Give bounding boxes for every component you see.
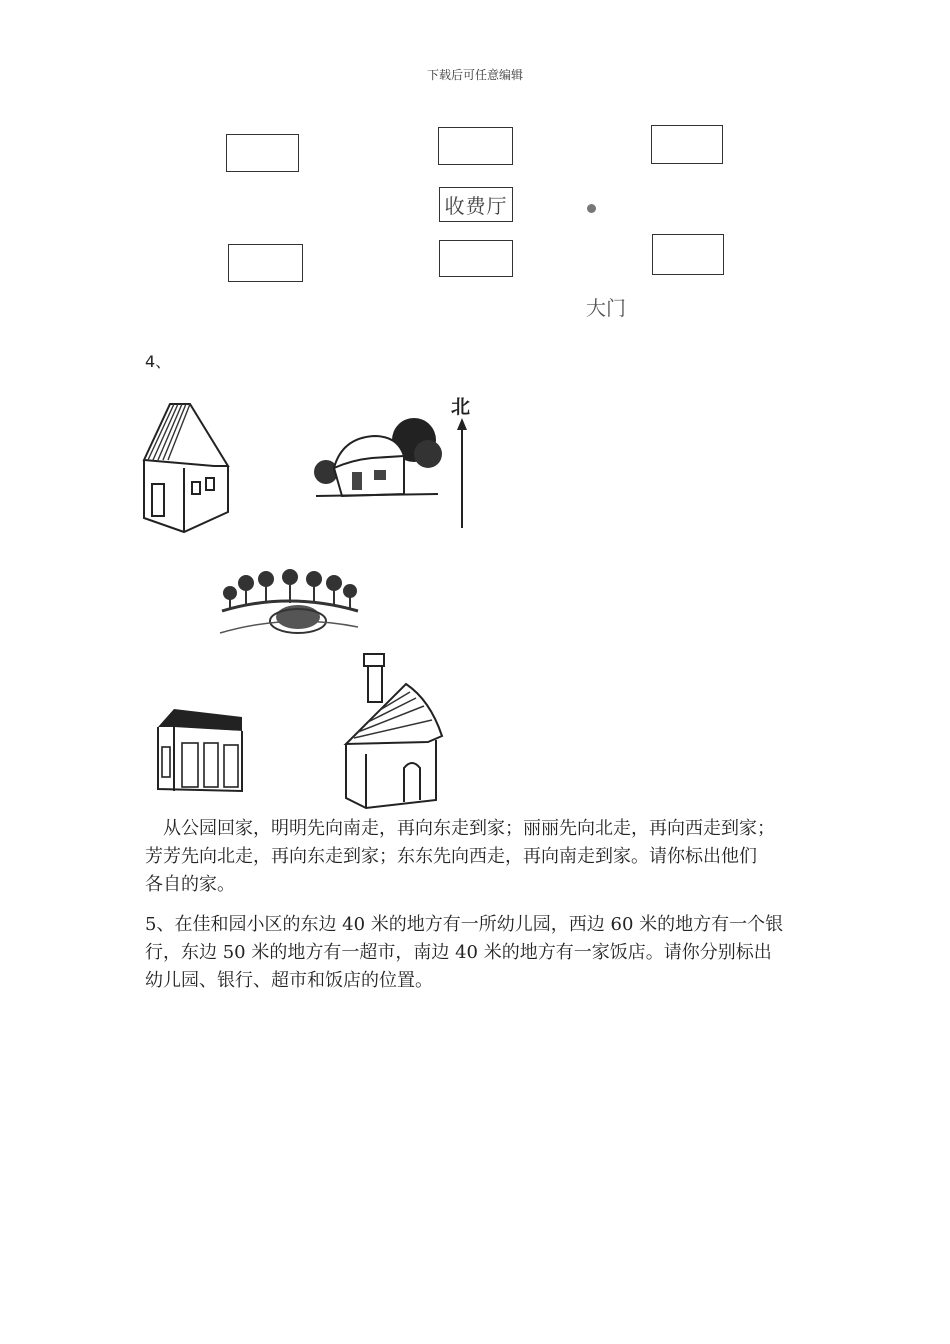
map-box-bottom-left [228,244,303,282]
building-icon [152,705,246,793]
dot-marker [587,204,596,213]
gate-label: 大门 [586,296,626,320]
question-4-paragraph [145,815,775,899]
house-icon [140,398,232,534]
map-box-bottom-center [439,240,513,277]
north-arrow-icon [454,418,470,530]
north-label: 北 [451,396,471,418]
question-4-number: 4、 [145,352,172,371]
chimney-house-icon [340,650,446,810]
paragraph-line: 各自的家。 [145,874,235,895]
paragraph-line: 从公园回家，明明先向南走，再向东走到家；丽丽先向北走，再向西走到家； [163,818,775,839]
paragraph-line: 芳芳先向北走，再向东走到家；东东先向西走，再向南走到家。请你标出他们 [145,846,757,867]
map-box-top-right [651,125,723,164]
cottage-icon [312,410,442,500]
paragraph-line: 幼儿园、银行、超市和饭店的位置。 [145,970,433,991]
page-header: 下载后可任意编辑 [426,68,523,82]
map-box-top-left [226,134,299,172]
paragraph-line: 行，东边 50 米的地方有一超市，南边 40 米的地方有一家饭店。请你分别标出 [145,942,772,963]
toll-hall-box: 收费厅 [439,187,513,222]
map-box-bottom-right [652,234,724,275]
question-5-paragraph [145,911,783,995]
paragraph-line: 5、在佳和园小区的东边 40 米的地方有一所幼儿园，西边 60 米的地方有一个银 [145,914,784,935]
map-box-top-center [438,127,513,165]
park-icon [218,563,360,639]
